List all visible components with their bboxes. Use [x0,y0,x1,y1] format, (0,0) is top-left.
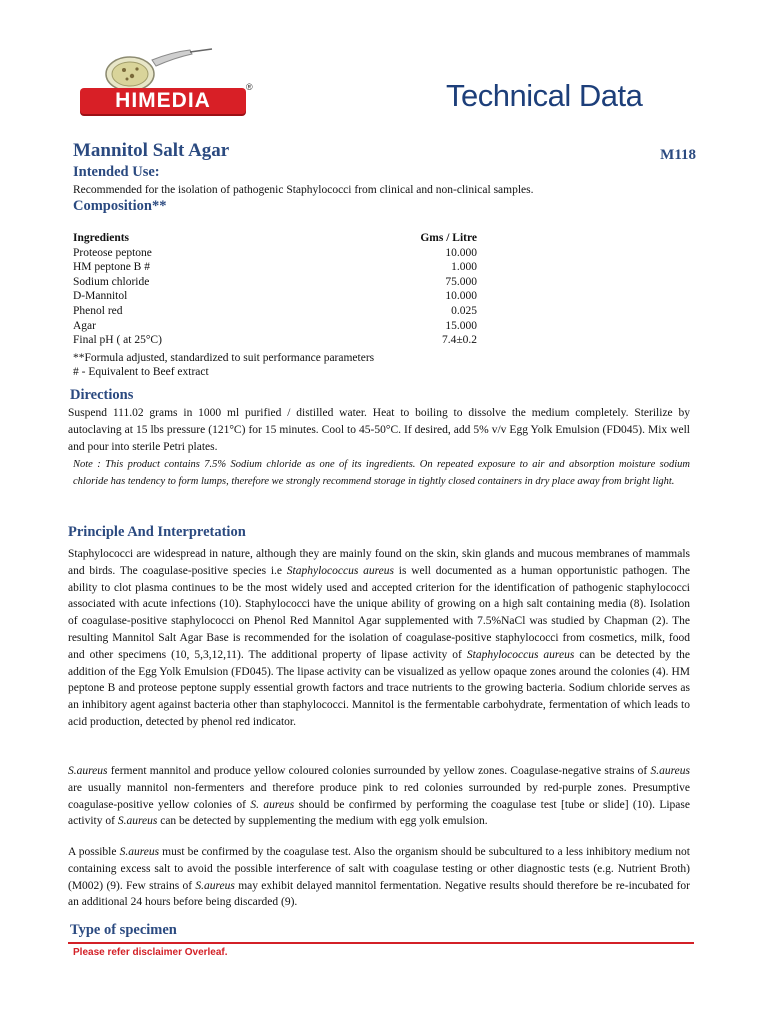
table-row [73,275,477,290]
principle-text: ferment mannitol and produce yellow coloured colonies surrounded by yellow zones. Coagulase-negative strains of [107,765,651,777]
intended-use-heading: Intended Use: [73,164,160,180]
table-row [73,319,477,334]
directions-text: Suspend 111.02 grams in 1000 ml purified / distilled water. Heat to boiling to dissolve the medium completely. Sterilize by autoclaving at 15 lbs pressure (121°C) for 15 minutes. Cool to 45-50°C. If desired, add 5% v/v Egg Yolk Emulsion (FD045). Mix well and pour into sterile Petri plates. [68,407,690,453]
ingredient-amount: 75.000 [445,275,477,288]
principle-text: can be detected by the addition of the Egg Yolk Emulsion (FD045). The lipase activity can be visualized as yellow opaque zones around the colonies (4). HM peptone B and proteose peptone supply essential growth factors and trace nutrients to the growing bacteria. Sodium chloride serves as an inhibitory agent against bacteria other than staphylococci. Mannitol is the fermentable carbohydrate, fermentation of which leads to acid production, detected by phenol red indicator. [68,648,690,728]
intended-use-text: Recommended for the isolation of pathogenic Staphylococci from clinical and non-clinical samples. [73,184,534,196]
organism-name: S.aureus [68,765,108,777]
principle-paragraph-1 [68,546,690,731]
ingredient-name: Sodium chloride [73,275,150,288]
composition-footnote-equivalent: # - Equivalent to Beef extract [73,366,209,378]
table-row [73,304,477,319]
ingredient-amount: 10.000 [445,290,477,303]
principle-text: is well documented as a human opportunistic pathogen. The ability to clot plasma continues to be the most widely used and accepted criterion for the identification of pathogenic staphylococci associated with acute infections (10). Staphylococci have the unique ability of growing on a high salt containing media (8). Isolation of coagulase-positive staphylococci on Phenol Red Mannitol Agar supplemented with 7.5%NaCl was studied by Chapman (2). The resulting Mannitol Salt Agar Base is recommended for the isolation of coagulase-positive staphylococci from cosmetics, milk, food and other specimens (10, 5,3,12,11). The additional property of lipase activity of [68,564,690,661]
principle-text: are usually mannitol non-fermenters and therefore produce pink to red colonies surrounded by red-purple zones. Presumptive coagulase-positive yellow colonies of [68,781,690,811]
directions-note: Note : This product contains 7.5% Sodium chloride as one of its ingredients. On repeated exposure to air and absorption moisture sodium chloride has tendency to form lumps, therefore we strongly recommend storage in tightly closed containers in dry place away from bright light. [73,459,690,487]
organism-name: S.aureus [119,846,160,858]
product-title: Mannitol Salt Agar [73,140,230,161]
table-row [73,289,477,304]
organism-name: S. aureus [250,798,295,811]
principle-text: Staphylococci are widespread in nature, although they are mainly found on the skin, skin glands and mucous membranes of mammals and birds. The coagulase-positive species i.e [68,548,690,577]
principle-text: can be detected by supplementing the medium with egg yolk emulsion. [157,815,488,828]
composition-heading: Composition** [73,198,167,214]
principle-paragraph-2 [68,763,690,830]
ingredient-amount: 1.000 [451,261,477,274]
composition-table-header [73,231,477,246]
ingredient-name: Agar [73,319,96,332]
ingredient-name: HM peptone B # [73,261,150,274]
directions-heading: Directions [70,387,134,403]
ingredient-amount: 15.000 [445,319,477,332]
organism-name: S.aureus [650,765,690,777]
organism-name: S.aureus [117,815,158,828]
amount-column-header: Gms / Litre [420,232,477,244]
principle-paragraph-3 [68,844,690,911]
footer-divider [68,942,694,944]
petri-dish-icon [72,48,252,92]
organism-name: Staphylococcus aureus [466,648,575,661]
ingredient-name: Proteose peptone [73,246,152,259]
product-code: M118 [660,147,696,163]
principle-text: should be confirmed by performing the coagulase test [tube or slide] (10). Lipase activity of [68,798,690,828]
table-row [73,260,477,275]
ingredient-amount: 10.000 [445,246,477,259]
table-row [73,246,477,261]
principle-text: A possible [68,846,120,858]
himedia-logo [72,48,252,114]
document-type-title: Technical Data [446,78,643,113]
specimen-heading: Type of specimen [70,922,177,938]
registered-mark: ® [246,82,253,92]
ingredient-column-header: Ingredients [73,232,130,244]
ingredient-amount: 0.025 [451,304,477,317]
organism-name: Staphylococcus aureus [286,564,394,577]
ingredient-name: Phenol red [73,304,123,317]
ingredient-amount: 7.4±0.2 [441,334,477,347]
composition-footnote-formula: **Formula adjusted, standardized to suit performance parameters [73,352,375,364]
principle-text: must be confirmed by the coagulase test. Also the organism should be subcultured to a less inhibitory medium not containing excess salt to avoid the possible interference of salt with coagulase testing or other diagnostic tests (e.g. Nutrient Broth) (M002) (9). Few strains of [68,846,690,892]
ingredient-name: D-Mannitol [73,290,128,303]
principle-text: may exhibit delayed mannitol fermentation. Negative results should therefore be re-incubated for an additional 24 hours before being discarded (9). [68,879,691,909]
composition-table [73,231,477,348]
principle-heading: Principle And Interpretation [68,524,246,540]
brand-wordmark: HIMEDIA [80,88,246,114]
organism-name: S.aureus [195,879,235,892]
ingredient-name: Final pH ( at 25°C) [73,334,162,347]
table-row [73,333,477,348]
disclaimer-text: Please refer disclaimer Overleaf. [73,947,228,958]
